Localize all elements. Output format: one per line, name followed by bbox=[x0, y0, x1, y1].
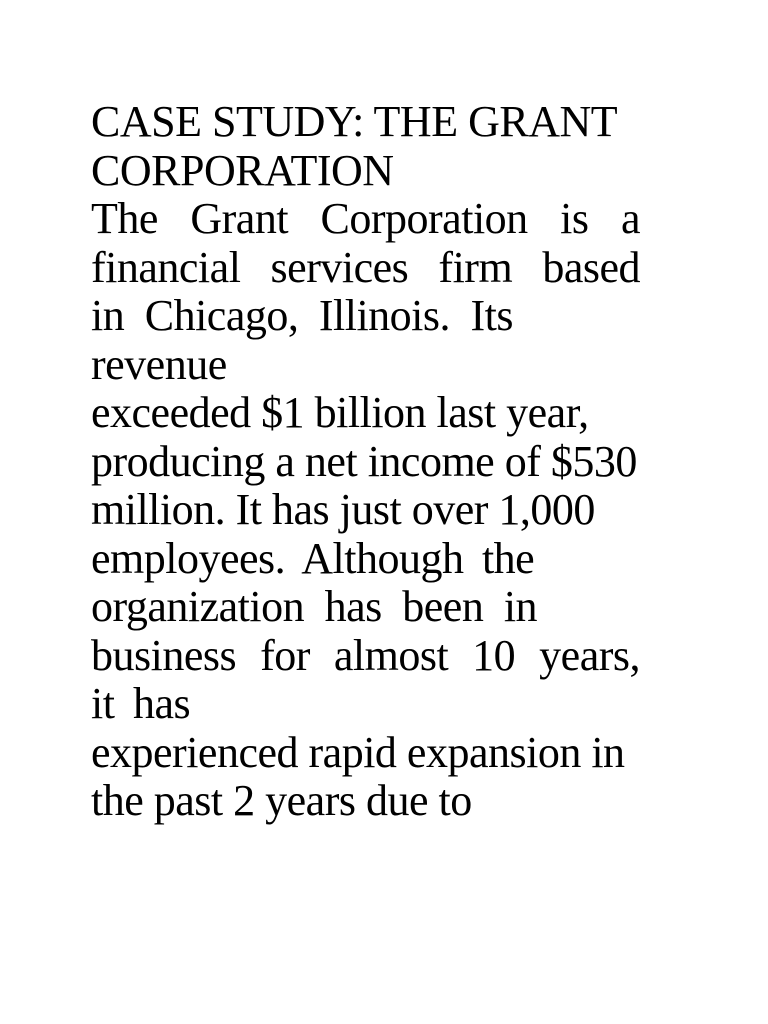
body-line-3: in Chicago, Illinois. Its bbox=[91, 291, 514, 340]
body-line-8: employees. Although the bbox=[91, 533, 535, 583]
title-line-2: CORPORATION bbox=[91, 145, 394, 195]
body-line-9: organization has been in bbox=[91, 582, 538, 631]
body-line-2: financial services firm based bbox=[91, 243, 640, 292]
case-study-text bbox=[91, 98, 681, 826]
body-line-11: it has bbox=[91, 679, 191, 728]
body-line-7: million. It has just over 1,000 bbox=[91, 485, 595, 534]
body-line-12: experienced rapid expansion in bbox=[91, 727, 625, 777]
body-line-6: producing a net income of $530 bbox=[91, 436, 637, 486]
body-line-10: business for almost 10 years, bbox=[91, 631, 640, 680]
body-line-5: exceeded $1 billion last year, bbox=[91, 388, 589, 437]
body-line-4: revenue bbox=[91, 339, 227, 389]
title-line-1: CASE STUDY: THE GRANT bbox=[91, 97, 618, 146]
body-line-1: The Grant Corporation is a bbox=[91, 195, 640, 243]
body-line-13: the past 2 years due to bbox=[91, 776, 472, 825]
